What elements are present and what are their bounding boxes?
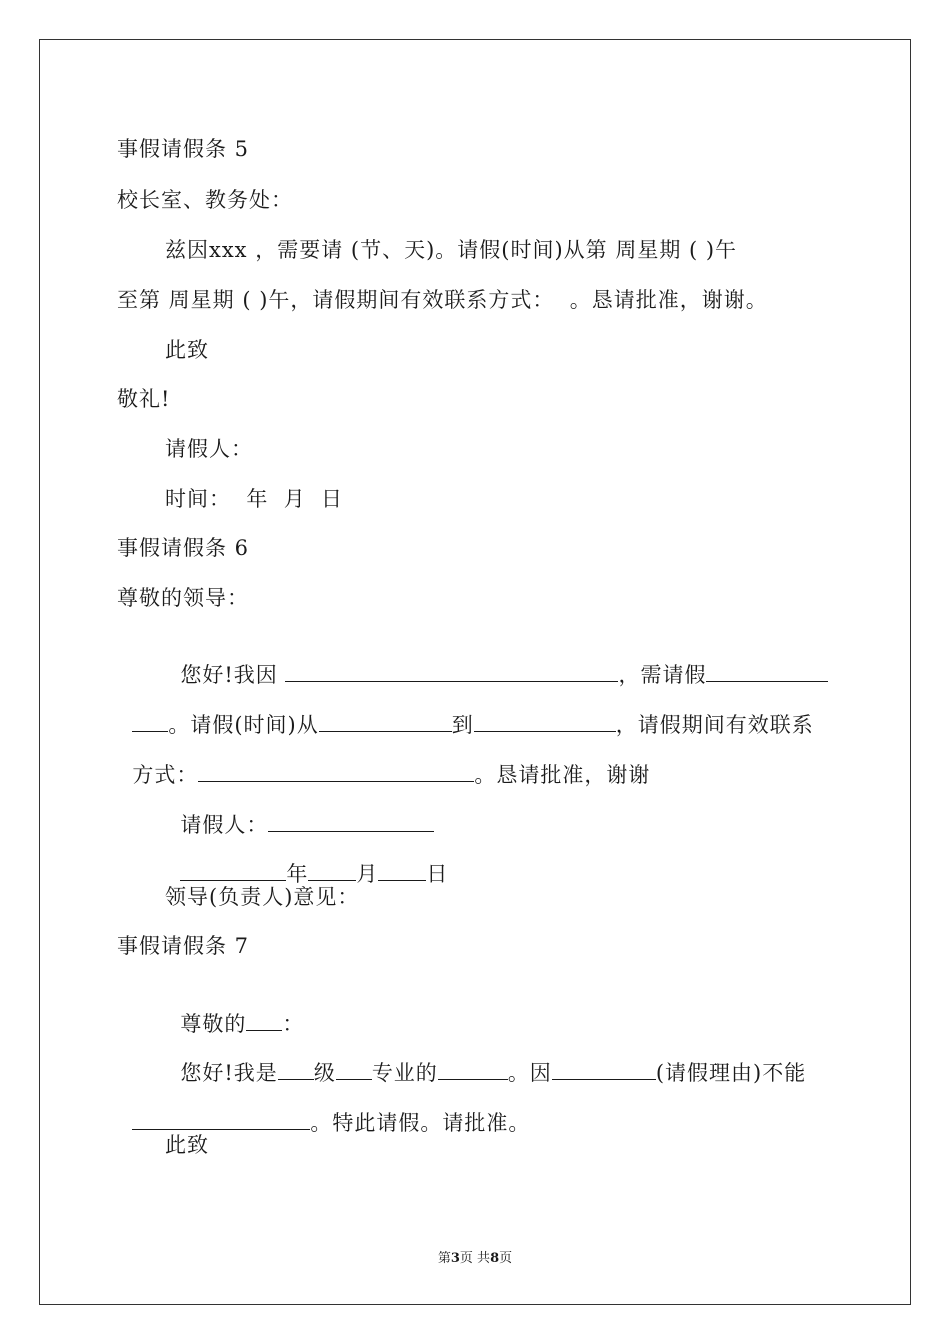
section-6-line-2-text-b: 到 (451, 713, 474, 737)
section-7-l1-text-b: 级 (313, 1061, 336, 1085)
section-6-line-1 (165, 635, 828, 688)
section-7-l1-text-e: (请假理由)不能 (655, 1061, 807, 1085)
section-5-body-line-2: 至第 周星期 ( )午，请假期间有效联系方式： 。恳请批准，谢谢。 (117, 288, 768, 312)
section-6-day: 日 (426, 862, 449, 886)
section-5-cizhi: 此致 (165, 338, 209, 362)
from-time-blank (319, 711, 452, 732)
section-7-line-2 (117, 1083, 530, 1136)
major-blank (336, 1059, 372, 1080)
year-blank (180, 860, 286, 881)
section-6-line-1-text-a: 您好!我因 (180, 663, 286, 687)
section-6-year: 年 (286, 862, 309, 886)
section-7-l2-text: 。特此请假。请批准。 (310, 1111, 531, 1135)
section-5-jingli: 敬礼! (117, 387, 171, 411)
section-6-line-3-text-a: 方式： (132, 763, 199, 787)
section-5-date: 时间： 年 月 日 (165, 487, 344, 511)
section-6-opinion: 领导(负责人)意见： (165, 885, 360, 909)
recipient-blank (246, 1010, 282, 1031)
reason-blank (285, 661, 618, 682)
contact-blank (198, 761, 474, 782)
section-6-line-2 (117, 685, 814, 738)
leave-duration-blank (706, 661, 828, 682)
section-7-title: 事假请假条 7 (117, 934, 250, 958)
applicant-blank (268, 811, 434, 832)
section-6-applicant-line (165, 785, 434, 838)
section-7-l1-text-c: 专业的 (371, 1061, 438, 1085)
section-5-title: 事假请假条 5 (117, 137, 250, 161)
leave-duration-blank-cont (132, 711, 168, 732)
section-6-date-line (165, 834, 448, 887)
to-time-blank (474, 711, 616, 732)
section-7-cizhi: 此致 (165, 1133, 209, 1157)
grade-blank (278, 1059, 314, 1080)
section-6-title: 事假请假条 6 (117, 536, 250, 560)
section-5-applicant: 请假人： (165, 437, 253, 461)
footer-total-pages: 8 (490, 1251, 500, 1266)
page-footer (0, 1247, 950, 1266)
section-7-sal-text-b: ： (282, 1012, 305, 1036)
section-6-line-2-text-a: 。请假(时间)从 (168, 713, 319, 737)
section-6-applicant: 请假人： (180, 813, 269, 837)
footer-mid: 页 共 (459, 1251, 491, 1266)
footer-suffix: 页 (499, 1251, 513, 1266)
section-7-l1-text-d: 。因 (507, 1061, 552, 1085)
section-6-line-1-text-b: ，需请假 (618, 663, 707, 687)
section-6-line-3-text-b: 。恳请批准，谢谢 (474, 763, 651, 787)
footer-prefix: 第 (437, 1251, 451, 1266)
section-5-salutation: 校长室、教务处： (117, 188, 293, 212)
section-6-line-2-text-c: ，请假期间有效联系 (615, 713, 814, 737)
section-6-salutation: 尊敬的领导： (117, 586, 249, 610)
section-7-salutation (165, 984, 304, 1037)
name-blank (438, 1059, 508, 1080)
section-6-month: 月 (356, 862, 379, 886)
section-7-sal-text-a: 尊敬的 (180, 1012, 247, 1036)
month-blank (308, 860, 356, 881)
section-6-line-3 (117, 735, 650, 788)
reason-blank-7 (552, 1059, 656, 1080)
section-5-body-line-1: 兹因xxx ，需要请 (节、天)。请假(时间)从第 周星期 ( )午 (165, 238, 738, 262)
section-7-l1-text-a: 您好!我是 (180, 1061, 278, 1085)
footer-page-number: 3 (450, 1251, 460, 1266)
activity-blank (132, 1109, 310, 1130)
section-7-line-1 (165, 1033, 806, 1086)
day-blank (378, 860, 426, 881)
